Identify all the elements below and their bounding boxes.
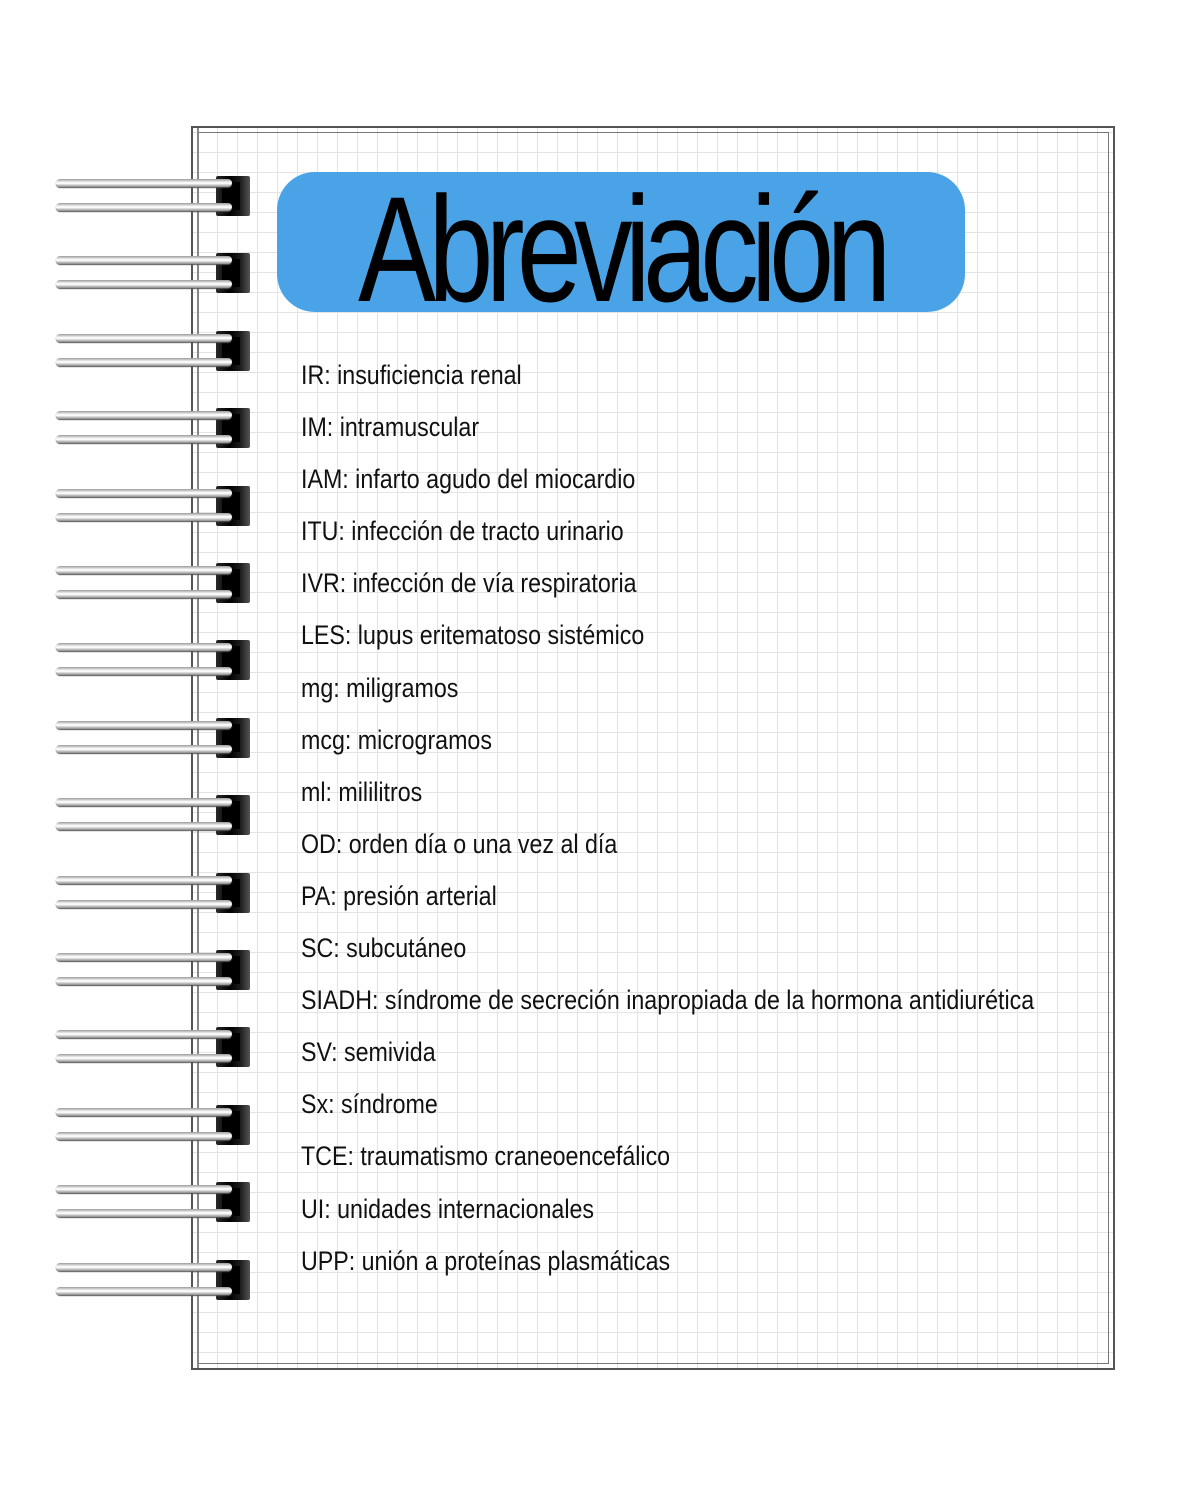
list-item: IAM: infarto agudo del miocardio (301, 464, 636, 495)
ring-wire (56, 203, 232, 211)
ring-wire (56, 513, 232, 521)
ring-wire (56, 179, 232, 187)
page-title: Abreviación (358, 172, 884, 312)
spiral-ring (56, 640, 252, 680)
ring-wire (56, 566, 232, 574)
ring-wire (56, 435, 232, 443)
ring-wire (56, 643, 232, 651)
ring-wire (56, 411, 232, 419)
spiral-ring (56, 253, 252, 293)
ring-wire (56, 1209, 232, 1217)
ring-wire (56, 1054, 232, 1062)
ring-wire (56, 822, 232, 830)
list-item: OD: orden día o una vez al día (301, 828, 618, 859)
list-item: ml: mililitros (301, 776, 423, 807)
list-item: TCE: traumatismo craneoencefálico (301, 1141, 671, 1172)
ring-wire (56, 334, 232, 342)
ring-wire (56, 977, 232, 985)
spiral-ring (56, 176, 252, 216)
ring-wire (56, 1132, 232, 1140)
ring-wire (56, 745, 232, 753)
spiral-ring (56, 718, 252, 758)
title-banner (277, 172, 965, 312)
list-item: UI: unidades internacionales (301, 1193, 595, 1224)
ring-wire (56, 280, 232, 288)
list-item: IM: intramuscular (301, 412, 480, 443)
list-item: UPP: unión a proteínas plasmáticas (301, 1245, 671, 1276)
ring-wire (56, 590, 232, 598)
spiral-ring (56, 795, 252, 835)
spiral-ring (56, 950, 252, 990)
ring-wire (56, 1108, 232, 1116)
spiral-ring (56, 1182, 252, 1222)
ring-wire (56, 667, 232, 675)
spiral-ring (56, 1105, 252, 1145)
list-item: PA: presión arterial (301, 880, 497, 911)
spiral-ring (56, 331, 252, 371)
spiral-ring (56, 408, 252, 448)
list-item: IR: insuficiencia renal (301, 360, 522, 390)
list-item: LES: lupus eritematoso sistémico (301, 620, 645, 651)
ring-wire (56, 489, 232, 497)
ring-wire (56, 953, 232, 961)
list-item: IVR: infección de vía respiratoria (301, 568, 637, 599)
ring-wire (56, 358, 232, 366)
ring-wire (56, 1185, 232, 1193)
list-item: ITU: infección de tracto urinario (301, 516, 624, 547)
list-item: mg: miligramos (301, 672, 459, 703)
list-item: SC: subcutáneo (301, 933, 467, 964)
list-item: SIADH: síndrome de secreción inapropiada de la hormona antidiurética (301, 985, 1035, 1016)
ring-wire (56, 1030, 232, 1038)
spiral-ring (56, 873, 252, 913)
list-item: Sx: síndrome (301, 1089, 438, 1120)
abbreviation-list (301, 352, 1101, 1290)
spiral-ring (56, 1027, 252, 1067)
spiral-ring (56, 563, 252, 603)
ring-wire (56, 900, 232, 908)
ring-wire (56, 876, 232, 884)
list-item: mcg: microgramos (301, 724, 492, 755)
list-item: SV: semivida (301, 1037, 436, 1068)
ring-wire (56, 256, 232, 264)
ring-wire (56, 721, 232, 729)
spiral-ring (56, 1260, 252, 1300)
ring-wire (56, 1263, 232, 1271)
ring-wire (56, 798, 232, 806)
spiral-ring (56, 486, 252, 526)
ring-wire (56, 1287, 232, 1295)
